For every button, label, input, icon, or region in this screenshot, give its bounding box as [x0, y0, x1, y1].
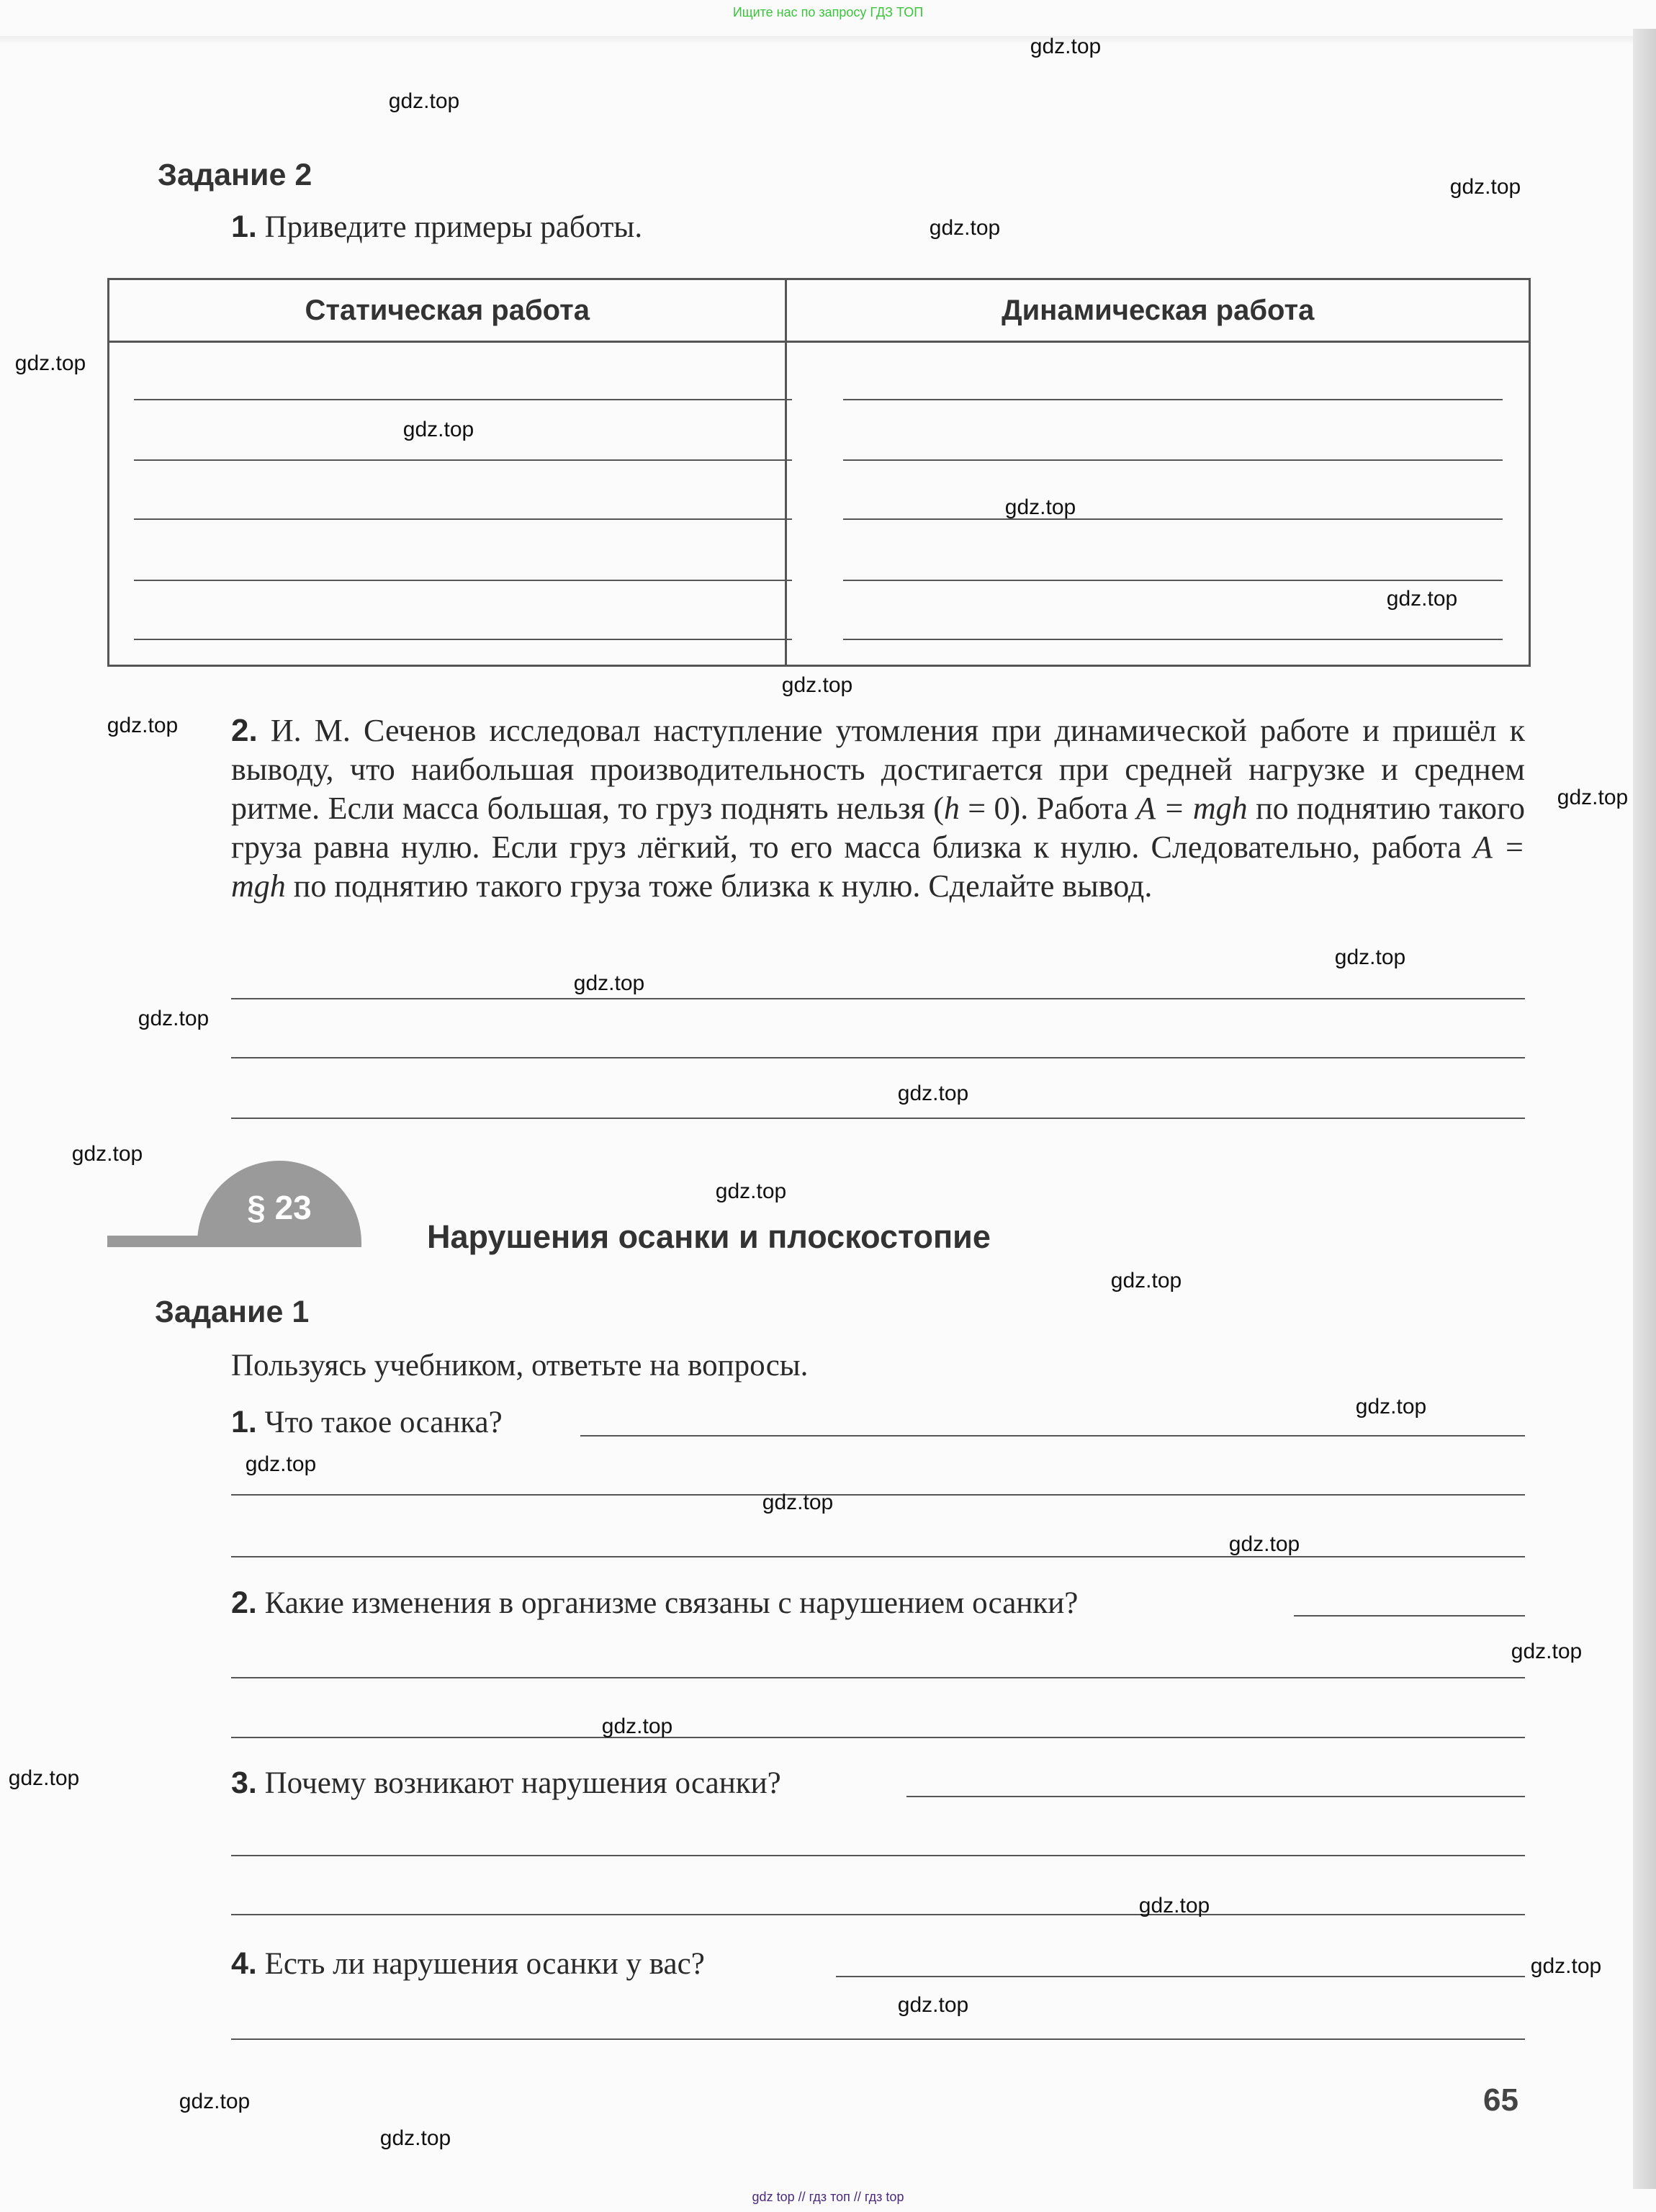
answer-line[interactable]	[580, 1435, 1525, 1437]
watermark: gdz.top	[1030, 35, 1102, 58]
watermark: gdz.top	[897, 1993, 969, 2017]
watermark: gdz.top	[897, 1082, 969, 1105]
formula-h: h	[943, 791, 960, 826]
answer-line[interactable]	[1294, 1615, 1525, 1617]
answer-line[interactable]	[231, 1855, 1525, 1856]
watermark: gdz.top	[388, 89, 460, 113]
watermark: gdz.top	[1530, 1954, 1602, 1978]
q2-number: 2.	[231, 713, 258, 748]
answer-line[interactable]	[231, 1057, 1525, 1058]
watermark: gdz.top	[573, 971, 645, 995]
answer-line[interactable]	[231, 1737, 1525, 1738]
watermark: gdz.top	[1110, 1269, 1182, 1292]
watermark: gdz.top	[715, 1179, 787, 1203]
q2-text: по поднятию такого груза равна нулю. Если груз лёгкий, то его масса близка к нулю. Следовательно, работа	[231, 791, 1525, 865]
header-note: Ищите нас по запросу ГДЗ ТОП	[732, 5, 924, 19]
watermark: gdz.top	[762, 1491, 834, 1514]
watermark: gdz.top	[179, 2090, 251, 2113]
watermark: gdz.top	[1557, 786, 1629, 809]
watermark: gdz.top	[71, 1142, 143, 1166]
watermark: gdz.top	[14, 351, 86, 375]
watermark: gdz.top	[1355, 1395, 1427, 1419]
watermark: gdz.top	[1138, 1894, 1210, 1917]
page-number: 65	[1483, 2082, 1518, 2118]
answer-line[interactable]	[843, 399, 1503, 400]
answer-line[interactable]	[843, 459, 1503, 461]
question-2	[231, 1585, 1078, 1622]
page-edge-top	[0, 36, 1656, 45]
q2-text: И. М. Сеченов исследовал наступление утомления при динамической работе и пришёл к выводу, что наибольшая производительность достигается при средней нагрузке и среднем ритме. Если масса большая, то груз поднять нельзя (	[231, 713, 1525, 826]
answer-line[interactable]	[231, 2038, 1525, 2040]
work-examples-table	[107, 278, 1531, 667]
watermark: gdz.top	[402, 418, 474, 441]
question-1	[231, 1404, 503, 1441]
answer-line[interactable]	[134, 399, 792, 400]
q1-text: Приведите примеры работы.	[264, 210, 643, 244]
watermark: gdz.top	[8, 1766, 80, 1790]
q1-number: 1.	[231, 210, 257, 244]
watermark: gdz.top	[245, 1452, 317, 1476]
question-number: 1.	[231, 1405, 257, 1439]
section-title: Нарушения осанки и плоскостопие	[427, 1218, 991, 1255]
task1-title: Задание 1	[155, 1295, 310, 1329]
header-dynamic-work: Динамическая работа	[786, 279, 1530, 342]
dynamic-work-cell[interactable]	[786, 342, 1530, 666]
watermark: gdz.top	[379, 2126, 451, 2150]
answer-line[interactable]	[836, 1976, 1525, 1977]
watermark: gdz.top	[138, 1007, 210, 1030]
question-text: Что такое осанка?	[264, 1406, 503, 1439]
watermark: gdz.top	[1386, 587, 1458, 611]
formula: A = mgh	[1136, 791, 1248, 826]
answer-line[interactable]	[134, 518, 792, 520]
question-4	[231, 1946, 705, 1982]
task1-intro: Пользуясь учебником, ответьте на вопросы.	[231, 1349, 809, 1382]
footer-note: gdz top // гдз топ // гдз top	[752, 2190, 904, 2204]
question-number: 2.	[231, 1586, 257, 1620]
formula: A = mgh	[231, 830, 1525, 904]
watermark: gdz.top	[1334, 945, 1406, 969]
header-static-work: Статическая работа	[109, 279, 786, 342]
answer-line[interactable]	[231, 1914, 1525, 1915]
section-number: § 23	[247, 1189, 312, 1226]
task2-q2-paragraph	[231, 711, 1525, 906]
watermark: gdz.top	[1228, 1532, 1300, 1556]
watermark: gdz.top	[1449, 175, 1521, 199]
watermark: gdz.top	[929, 216, 1001, 240]
q2-text: = 0). Работа	[959, 791, 1137, 826]
answer-line[interactable]	[843, 580, 1503, 581]
answer-line[interactable]	[134, 459, 792, 461]
q2-text: по поднятию такого груза тоже близка к нулю. Сделайте вывод.	[285, 868, 1153, 904]
answer-line[interactable]	[231, 1494, 1525, 1496]
answer-line[interactable]	[231, 1118, 1525, 1119]
answer-line[interactable]	[231, 998, 1525, 999]
watermark: gdz.top	[1511, 1640, 1583, 1663]
question-number: 3.	[231, 1766, 257, 1800]
page-edge-right	[1633, 29, 1656, 2189]
answer-line[interactable]	[134, 580, 792, 581]
static-work-cell[interactable]	[109, 342, 786, 666]
answer-line[interactable]	[231, 1556, 1525, 1557]
answer-line[interactable]	[843, 639, 1503, 640]
question-text: Есть ли нарушения осанки у вас?	[264, 1947, 705, 1981]
answer-line[interactable]	[231, 1677, 1525, 1678]
watermark: gdz.top	[601, 1714, 673, 1738]
watermark: gdz.top	[781, 673, 853, 697]
question-3	[231, 1765, 781, 1802]
question-text: Какие изменения в организме связаны с нарушением осанки?	[264, 1586, 1079, 1620]
answer-line[interactable]	[906, 1796, 1525, 1797]
watermark: gdz.top	[1004, 495, 1076, 519]
question-number: 4.	[231, 1946, 257, 1981]
task2-title: Задание 2	[158, 158, 312, 192]
watermark: gdz.top	[107, 714, 179, 737]
answer-line[interactable]	[843, 518, 1503, 520]
question-text: Почему возникают нарушения осанки?	[264, 1766, 781, 1800]
task2-q1	[231, 209, 642, 246]
answer-line[interactable]	[134, 639, 792, 640]
